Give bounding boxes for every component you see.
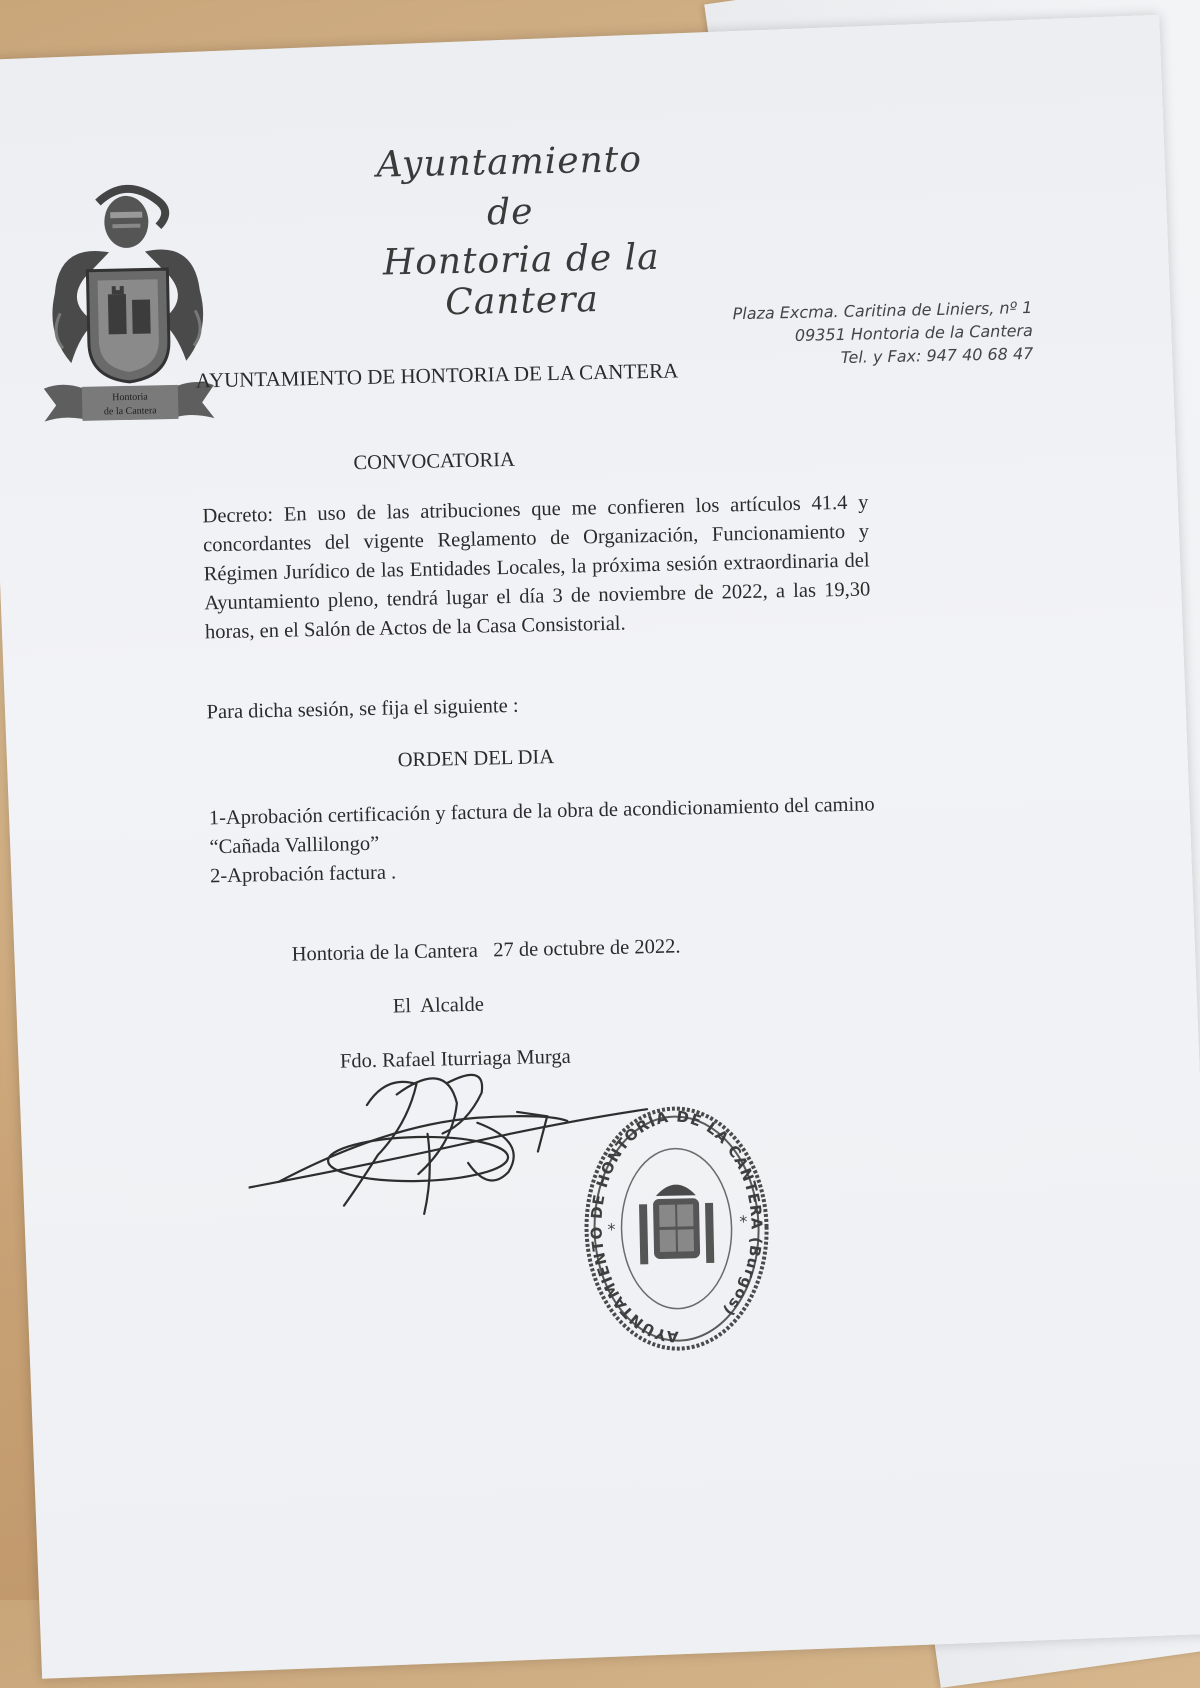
signer-role: El Alcalde	[392, 993, 485, 1018]
agenda-item: 2-Aprobación factura .	[209, 861, 397, 888]
banner-text-1: Hontoria	[112, 391, 148, 404]
official-seal-icon	[579, 1102, 774, 1356]
svg-text:*: *	[607, 1219, 616, 1240]
address-block	[642, 296, 1033, 373]
organization-name: AYUNTAMIENTO DE HONTORIA DE LA CANTERA	[195, 358, 679, 393]
coat-of-arms-icon	[38, 180, 218, 424]
agenda-item: 1-Aprobación certificación y factura de la obra de acondicionamiento del camino “Cañada Vallilongo”	[208, 793, 875, 859]
document-title: CONVOCATORIA	[353, 448, 516, 475]
agenda-intro: Para dicha sesión, se fija el siguiente :	[206, 694, 519, 724]
address-line1: Plaza Excma. Caritina de Liniers, nº 1	[732, 297, 1033, 324]
seal-ring-text: AYUNTAMIENTO DE HONTORIA DE LA CANTERA (Burgos)	[587, 1107, 766, 1346]
letterhead-title-line2: de	[486, 191, 534, 234]
letterhead-title-line1: Ayuntamiento	[376, 139, 643, 186]
agenda-list	[209, 790, 891, 891]
address-line2: 09351 Hontoria de la Cantera	[794, 320, 1034, 345]
banner-text-2: de la Cantera	[103, 405, 157, 418]
address-line3: Tel. y Fax: 947 40 68 47	[840, 343, 1034, 367]
agenda-title: ORDEN DEL DIA	[397, 746, 555, 772]
signer-name: Fdo. Rafael Iturriaga Murga	[339, 1045, 571, 1073]
decree-paragraph: Decreto: En uso de las atribuciones que me confieren los artículos 41.4 y concordantes del vigente Reglamento de Organización, Funcionamiento y Régimen Jurídico de las Entidades Locales, la próxima sesión extraordinaria del Ayuntamiento pleno, tendrá lugar el día 3 de noviembre de 2022, a las 19,30 horas, en el Salón de Actos de la Casa Consistorial.	[202, 491, 871, 644]
place-date: Hontoria de la Cantera 27 de octubre de 2022.	[291, 935, 681, 966]
svg-text:*: *	[739, 1212, 748, 1232]
letterhead-title-line3: Hontoria de la Cantera	[382, 236, 661, 324]
